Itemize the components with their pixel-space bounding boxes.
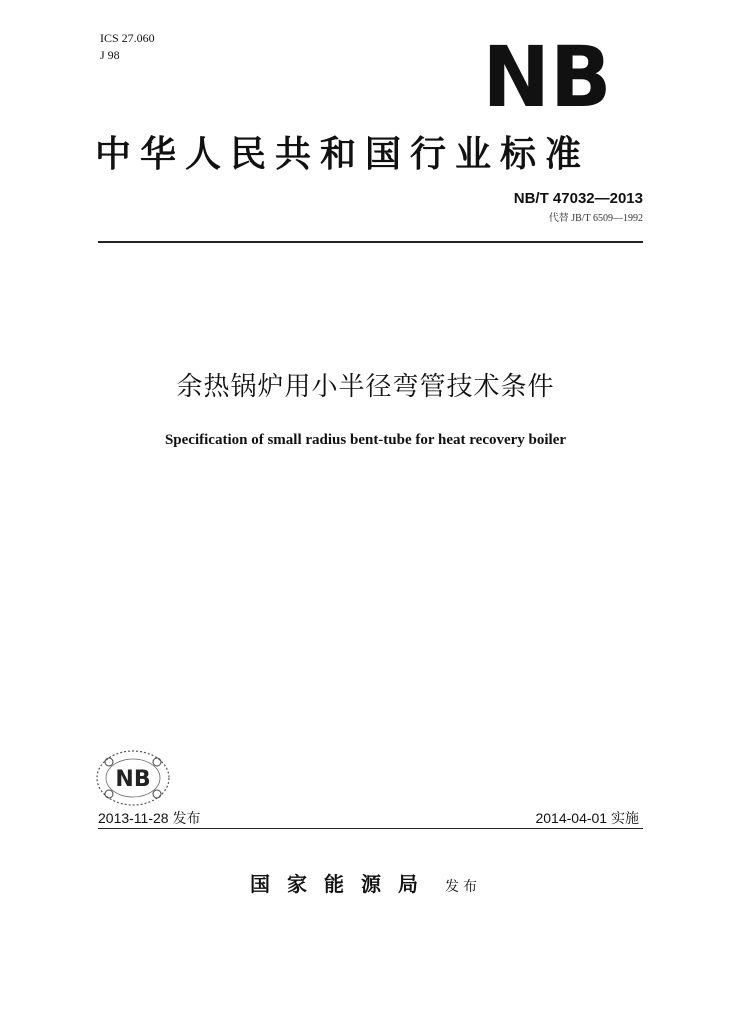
- ics-code: ICS 27.060: [100, 31, 155, 45]
- seal-emblem: [93, 748, 173, 808]
- nb-logo: [483, 42, 612, 108]
- standard-number: NB/T 47032—2013: [513, 190, 643, 207]
- implementation-date: 2014-04-01 实施: [535, 810, 639, 826]
- publisher-line: [0, 868, 731, 897]
- logo-text: NB: [483, 42, 612, 108]
- standard-category-title: 中华人民共和国行业标准: [95, 133, 591, 175]
- document-title-chinese: 余热锅炉用小半径弯管技术条件: [176, 372, 555, 402]
- standard-codes: [514, 190, 643, 224]
- document-title-english: Specification of small radius bent-tube for heat recovery boiler: [164, 432, 567, 448]
- issue-date: 2013-11-28 发布: [98, 810, 201, 826]
- issuing-body: 国家能源局: [250, 872, 435, 896]
- header-divider: [98, 241, 643, 243]
- ccs-code: J 98: [100, 48, 120, 62]
- footer-divider: [98, 828, 643, 829]
- published-label: 发布: [445, 879, 481, 895]
- classification-codes: [100, 30, 155, 64]
- replaces-standard: 代替 JB/T 6509—1992: [548, 213, 643, 224]
- seal-text: NB: [115, 767, 151, 792]
